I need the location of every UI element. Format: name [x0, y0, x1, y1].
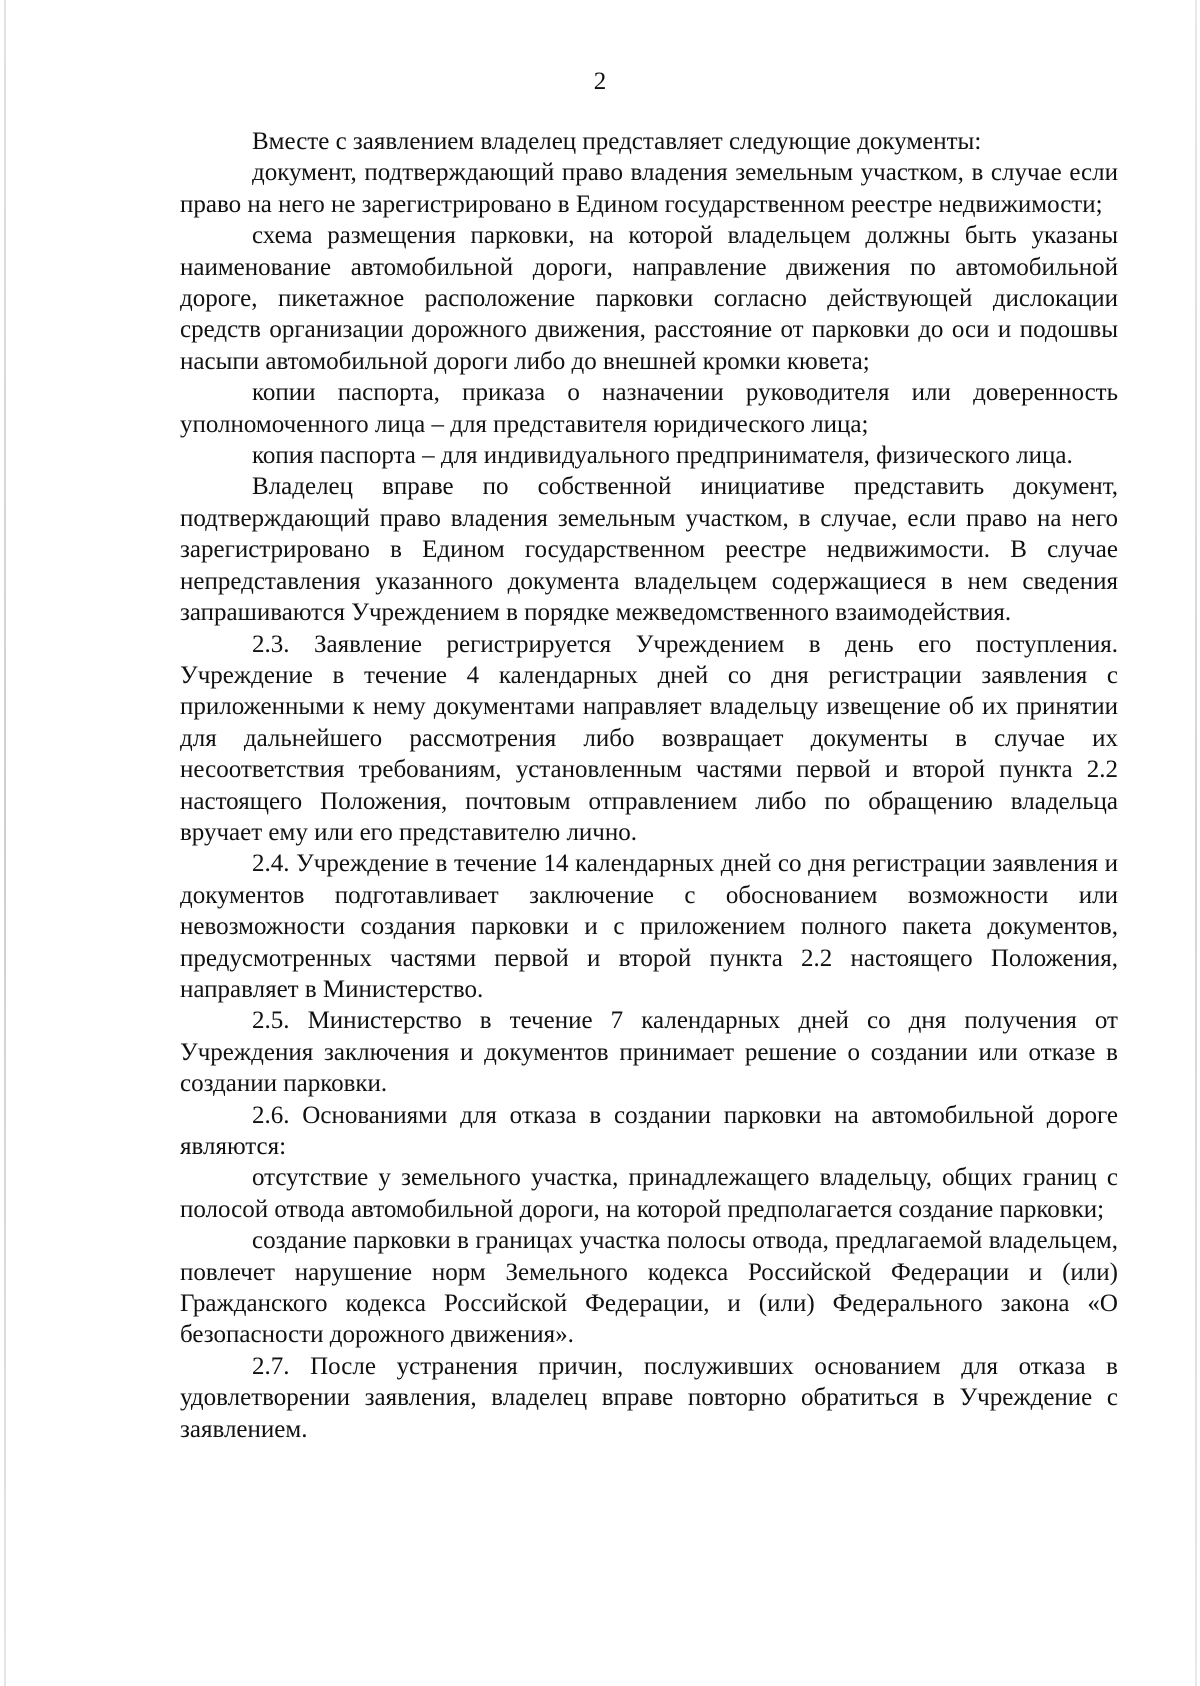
scan-edge-left [4, 0, 6, 1686]
paragraph: отсутствие у земельного участка, принадлежащего владельцу, общих границ с полосой отвода автомобильной дороги, на которой предполагается создание парковки; [180, 1164, 1118, 1223]
paragraph: копии паспорта, приказа о назначении руководителя или доверенность уполномоченного лица – для представителя юридического лица; [180, 379, 1118, 438]
paragraph: копия паспорта – для индивидуального предпринимателя, физического лица. [252, 442, 1073, 470]
paragraph: 2.4. Учреждение в течение 14 календарных дней со дня регистрации заявления и документов подготавливает заключение с обоснованием возможности или невозможности создания парковки и с приложением полного пакета документов, предусмотренных частями первой и второй пункта 2.2 настоящего Положения, направляет в Министерство. [180, 850, 1118, 1003]
page-number: 2 [593, 68, 607, 95]
paragraph: 2.7. После устранения причин, послуживших основанием для отказа в удовлетворении заявления, владелец вправе повторно обратиться в Учреждение с заявлением. [180, 1352, 1118, 1443]
paragraph: документ, подтверждающий право владения земельным участком, в случае если право на него не зарегистрировано в Едином государственном реестре недвижимости; [180, 159, 1118, 218]
paragraph: 2.6. Основаниями для отказа в создании парковки на автомобильной дороге являются: [180, 1101, 1118, 1160]
paragraph: 2.5. Министерство в течение 7 календарных дней со дня получения от Учреждения заключения и документов принимает решение о создании или отказе в создании парковки. [180, 1007, 1118, 1098]
document-body [180, 126, 1118, 1445]
paragraph: Владелец вправе по собственной инициативе представить документ, подтверждающий право владения земельным участком, в случае, если право на него зарегистрировано в Едином государственном реестре недвижимости. В случае непредставления указанного документа владельцем содержащиеся в нем сведения запрашиваются Учреждением в порядке межведомственного взаимодействия. [180, 473, 1118, 627]
paragraph: схема размещения парковки, на которой владельцем должны быть указаны наименование автомобильной дороги, направление движения по автомобильной дороге, пикетажное расположение парковки согласно действующей дислокации средств организации дорожного движения, расстояние от парковки до оси и подошвы насыпи автомобильной дороги либо до внешней кромки кювета; [180, 222, 1118, 375]
paragraph: 2.3. Заявление регистрируется Учреждением в день его поступления. Учреждение в течение 4 календарных дней со дня регистрации заявления с приложенными к нему документами направляет владельцу извещение об их принятии для дальнейшего рассмотрения либо возвращает документы в случае их несоответствия требованиям, установленным частями первой и второй пункта 2.2 настоящего Положения, почтовым отправлением либо по обращению владельца вручает ему или его представителю лично. [180, 630, 1118, 846]
scan-edge-right [1195, 0, 1197, 1686]
paragraph: создание парковки в границах участка полосы отвода, предлагаемой владельцем, повлечет нарушение норм Земельного кодекса Российской Федерации и (или) Гражданского кодекса Российской Федерации, и (или) Федерального закона «О безопасности дорожного движения». [180, 1227, 1118, 1349]
paragraph: Вместе с заявлением владелец представляет следующие документы: [252, 128, 982, 155]
